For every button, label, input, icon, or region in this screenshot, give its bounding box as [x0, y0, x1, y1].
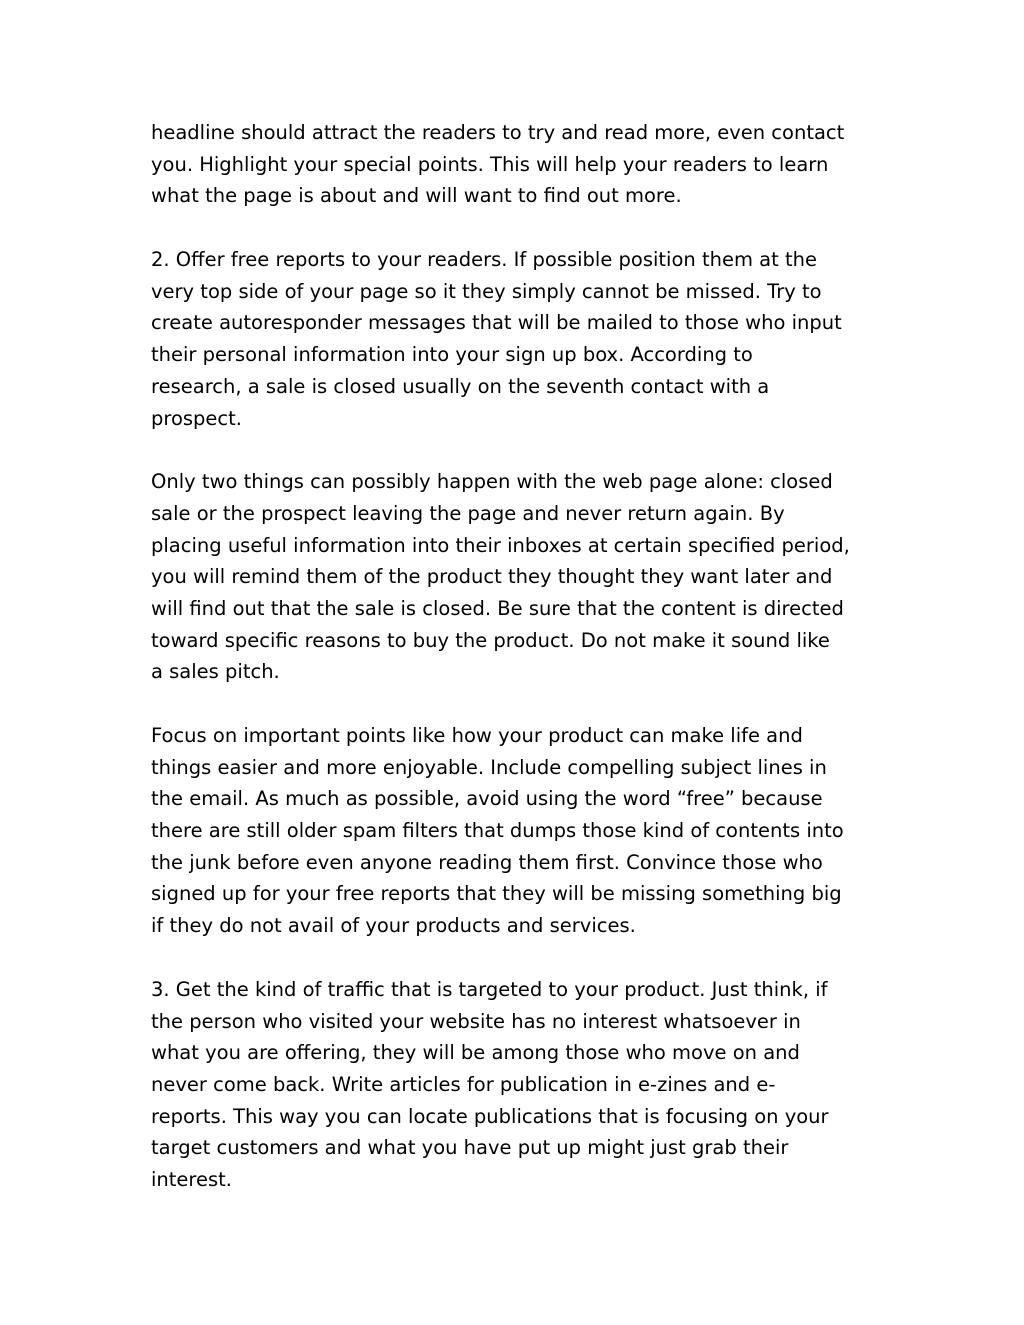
text-line: toward specific reasons to buy the product. Do not make it sound like [151, 628, 830, 652]
text-line: will find out that the sale is closed. Be sure that the content is directed [151, 596, 844, 620]
text-line: their personal information into your sign up box. According to [151, 343, 753, 367]
text-line: there are still older spam filters that dumps those kind of contents into [151, 819, 844, 843]
text-line: 3. Get the kind of traffic that is targeted to your product. Just think, if [151, 977, 828, 1001]
text-line: never come back. Write articles for publication in e-zines and e- [151, 1072, 776, 1096]
text-line: signed up for your free reports that they will be missing something big [151, 882, 842, 906]
text-line: things easier and more enjoyable. Include compelling subject lines in [151, 755, 827, 779]
text-line: headline should attract the readers to try and read more, even contact [151, 121, 845, 144]
text-line: a sales pitch. [151, 660, 280, 684]
text-line: research, a sale is closed usually on the seventh contact with a [151, 374, 770, 398]
text-line: what the page is about and will want to find out more. [151, 184, 682, 208]
document-body [151, 117, 881, 1228]
text-line: Focus on important points like how your product can make life and [151, 724, 803, 747]
paragraph-web-page-outcomes [151, 466, 881, 688]
text-line: the person who visited your website has no interest whatsoever in [151, 1009, 801, 1033]
text-line: target customers and what you have put up might just grab their [151, 1136, 789, 1160]
paragraph-free-reports [151, 244, 881, 434]
text-line: very top side of your page so it they simply cannot be missed. Try to [151, 279, 822, 303]
text-line: create autoresponder messages that will be mailed to those who input [151, 311, 842, 335]
text-line: the email. As much as possible, avoid using the word “free” because [151, 787, 823, 811]
paragraph-important-points [151, 720, 881, 942]
text-line: prospect. [151, 406, 242, 430]
text-line: you will remind them of the product they thought they want later and [151, 565, 833, 589]
text-line: Only two things can possibly happen with the web page alone: closed [151, 470, 833, 494]
text-line: reports. This way you can locate publications that is focusing on your [151, 1104, 829, 1128]
text-line: what you are offering, they will be among those who move on and [151, 1041, 800, 1065]
text-line: you. Highlight your special points. This will help your readers to learn [151, 152, 829, 176]
text-line: placing useful information into their inboxes at certain specified period, [151, 533, 850, 557]
text-line: if they do not avail of your products and services. [151, 914, 636, 938]
paragraph-headline-advice [151, 117, 881, 212]
text-line: 2. Offer free reports to your readers. If possible position them at the [151, 248, 817, 272]
text-line: the junk before even anyone reading them first. Convince those who [151, 850, 823, 874]
text-line: sale or the prospect leaving the page and never return again. By [151, 501, 785, 525]
text-line: interest. [151, 1167, 233, 1191]
paragraph-targeted-traffic [151, 974, 881, 1196]
